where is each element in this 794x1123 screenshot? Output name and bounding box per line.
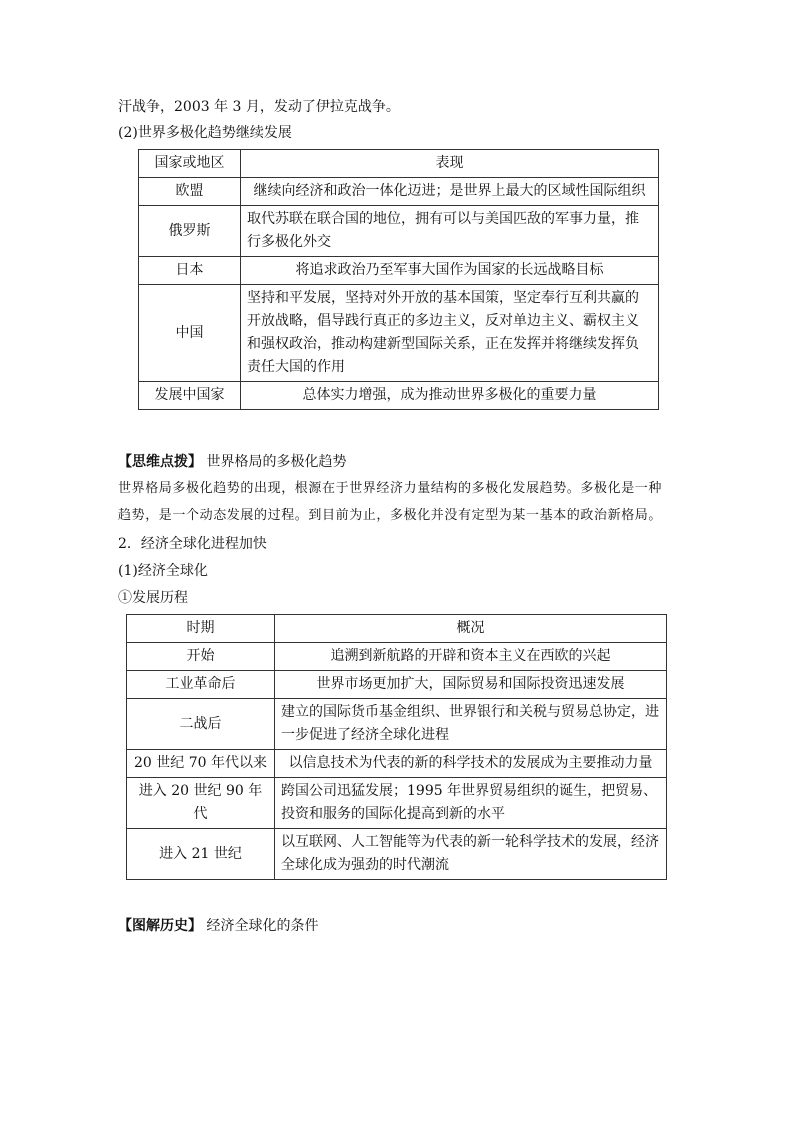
thinking-text-line: 世界格局多极化趋势的出现，根源在于世界经济力量结构的多极化发展趋势。多极化是一种 bbox=[118, 481, 663, 496]
table-cell-region: 发展中国家 bbox=[139, 382, 241, 410]
table-cell-description: 坚持和平发展，坚持对外开放的基本国策，坚定奉行互利共赢的开放战略，倡导践行真正的多边主义，反对单边主义、霸权主义和强权政治，推动构建新型国际关系，正在发挥并将继续发挥负责任大国的作用 bbox=[241, 285, 659, 382]
section-multipolar-heading: (2)世界多极化趋势继续发展 bbox=[118, 125, 292, 141]
table-cell-period: 20 世纪 70 年代以来 bbox=[127, 750, 275, 778]
table-row bbox=[139, 285, 659, 382]
table-cell-summary: 跨国公司迅猛发展；1995 年世界贸易组织的诞生，把贸易、投资和服务的国际化提高到新的水平 bbox=[275, 778, 667, 829]
table-row bbox=[127, 750, 667, 778]
table-row bbox=[127, 643, 667, 671]
table-row bbox=[127, 671, 667, 699]
table-cell-period: 二战后 bbox=[127, 699, 275, 750]
table-header-cell: 国家或地区 bbox=[139, 150, 241, 178]
table-header-cell: 表现 bbox=[241, 150, 659, 178]
table-header-row bbox=[127, 615, 667, 643]
table-cell-description: 总体实力增强，成为推动世界多极化的重要力量 bbox=[241, 382, 659, 410]
diagram-history-heading bbox=[118, 916, 318, 936]
table-header-row bbox=[139, 150, 659, 178]
table-cell-region: 欧盟 bbox=[139, 178, 241, 206]
table-row bbox=[127, 699, 667, 750]
thinking-title: 世界格局的多极化趋势 bbox=[206, 454, 347, 470]
section-heading-2-1: (1)经济全球化 bbox=[118, 563, 208, 579]
table-cell-description: 取代苏联在联合国的地位，拥有可以与美国匹敌的军事力量，推行多极化外交 bbox=[241, 206, 659, 257]
table-cell-summary: 建立的国际货币基金组织、世界银行和关税与贸易总协定，进一步促进了经济全球化进程 bbox=[275, 699, 667, 750]
thinking-tag: 【思维点拨】 bbox=[118, 454, 202, 470]
table-row bbox=[127, 829, 667, 880]
intro-line: 汗战争，2003 年 3 月，发动了伊拉克战争。 bbox=[118, 99, 400, 115]
table-cell-period: 进入 21 世纪 bbox=[127, 829, 275, 880]
thinking-heading bbox=[118, 452, 346, 472]
table-row bbox=[139, 178, 659, 206]
table-row bbox=[139, 257, 659, 285]
diagram-history-tag: 【图解历史】 bbox=[118, 918, 202, 934]
table-cell-period: 开始 bbox=[127, 643, 275, 671]
table-cell-region: 俄罗斯 bbox=[139, 206, 241, 257]
table-row bbox=[139, 206, 659, 257]
section-heading-2-1-1: ①发展历程 bbox=[118, 590, 188, 606]
table-cell-summary: 追溯到新航路的开辟和资本主义在西欧的兴起 bbox=[275, 643, 667, 671]
globalization-table bbox=[126, 614, 667, 880]
table-cell-period: 工业革命后 bbox=[127, 671, 275, 699]
table-cell-summary: 以互联网、人工智能等为代表的新一轮科学技术的发展，经济全球化成为强劲的时代潮流 bbox=[275, 829, 667, 880]
section-heading-2: 2．经济全球化进程加快 bbox=[118, 536, 267, 552]
thinking-text-line: 趋势，是一个动态发展的过程。到目前为止，多极化并没有定型为某一基本的政治新格局。 bbox=[118, 508, 663, 523]
table-header-cell: 概况 bbox=[275, 615, 667, 643]
table-cell-region: 日本 bbox=[139, 257, 241, 285]
multipolar-table bbox=[138, 149, 659, 410]
table-cell-description: 将追求政治乃至军事大国作为国家的长远战略目标 bbox=[241, 257, 659, 285]
table-row bbox=[127, 778, 667, 829]
table-cell-region: 中国 bbox=[139, 285, 241, 382]
table-cell-period: 进入 20 世纪 90 年代 bbox=[127, 778, 275, 829]
table-header-cell: 时期 bbox=[127, 615, 275, 643]
table-row bbox=[139, 382, 659, 410]
table-cell-summary: 世界市场更加扩大，国际贸易和国际投资迅速发展 bbox=[275, 671, 667, 699]
table-cell-description: 继续向经济和政治一体化迈进；是世界上最大的区域性国际组织 bbox=[241, 178, 659, 206]
table-cell-summary: 以信息技术为代表的新的科学技术的发展成为主要推动力量 bbox=[275, 750, 667, 778]
diagram-history-title: 经济全球化的条件 bbox=[206, 918, 319, 934]
